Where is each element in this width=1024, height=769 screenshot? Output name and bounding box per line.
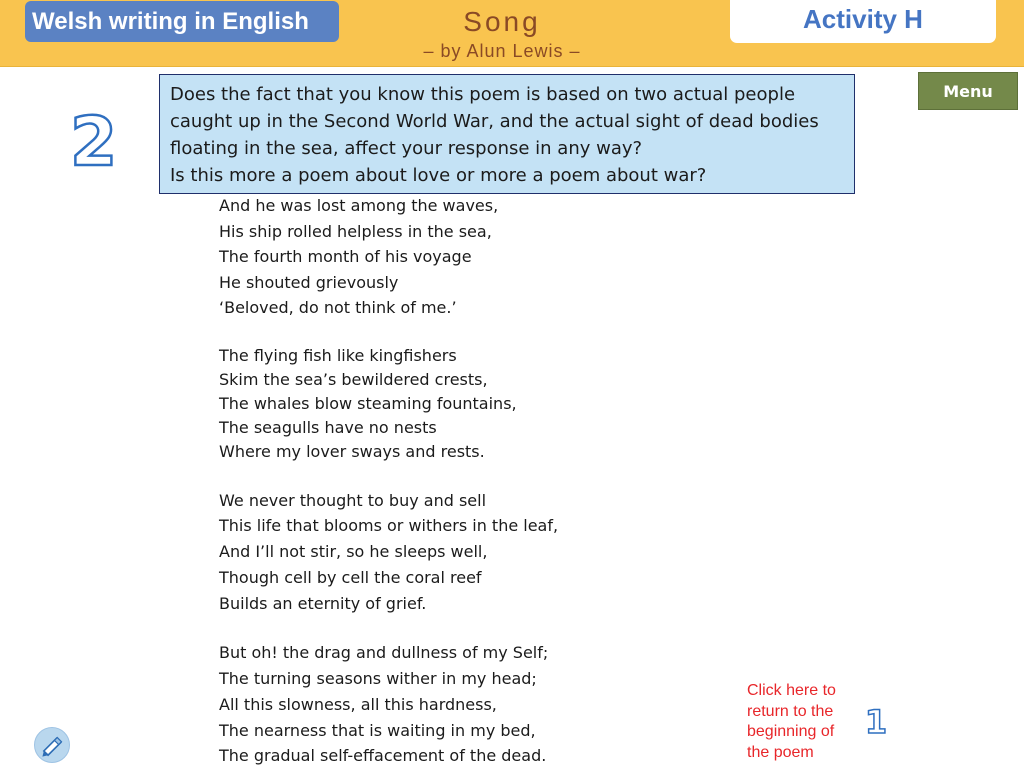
question-line: Does the fact that you know this poem is based on two actual people — [170, 84, 796, 105]
question-line: floating in the sea, affect your response in any way? — [170, 138, 643, 159]
activity-label: Activity H — [730, 0, 996, 43]
poem-line: Where my lover sways and rests. — [219, 441, 485, 461]
poem-stanza — [219, 640, 739, 769]
pencil-button[interactable] — [34, 727, 70, 763]
poem-line: But oh! the drag and dullness of my Self; — [219, 643, 549, 663]
poem-stanza — [219, 344, 739, 464]
poem-line: The turning seasons wither in my head; — [219, 669, 537, 688]
poem-line: All this slowness, all this hardness, — [219, 694, 497, 714]
poem-line: The whales blow steaming fountains, — [219, 393, 517, 413]
poem-line: The flying fish like kingfishers — [219, 345, 457, 365]
return-link-line: the poem — [747, 744, 814, 762]
question-line: caught up in the Second World War, and the actual sight of dead bodies — [170, 111, 819, 132]
poem-stanza — [219, 488, 739, 617]
poem-line: Though cell by cell the coral reef — [219, 567, 482, 587]
pencil-icon — [35, 728, 71, 764]
question-box — [159, 74, 855, 194]
page-title: Song — [463, 6, 541, 37]
poem-line: And I’ll not stir, so he sleeps well, — [219, 542, 488, 561]
poem-line: His ship rolled helpless in the sea, — [219, 221, 492, 241]
question-line: Is this more a poem about love or more a poem about war? — [170, 165, 707, 186]
return-to-start-link[interactable] — [747, 681, 862, 764]
return-link-line: beginning of — [747, 723, 835, 741]
poem-line: He shouted grievously — [219, 272, 399, 292]
poem-line: The fourth month of his voyage — [219, 247, 472, 266]
poem-line: ‘Beloved, do not think of me.’ — [219, 298, 457, 317]
return-link-line: return to the — [747, 702, 834, 720]
return-link-line: Click here to — [747, 682, 836, 699]
poem-line: The seagulls have no nests — [219, 417, 437, 437]
poem-line: Builds an eternity of grief. — [219, 593, 427, 613]
poem-line: We never thought to buy and sell — [219, 490, 487, 510]
page-number-badge: 2 — [70, 103, 118, 182]
poem-line: This life that blooms or withers in the leaf, — [219, 516, 559, 536]
poem-stanza — [219, 193, 739, 321]
poem-line: The nearness that is waiting in my bed, — [219, 720, 536, 740]
poem-line: The gradual self-effacement of the dead. — [219, 746, 547, 766]
series-badge: Welsh writing in English — [25, 1, 339, 42]
poem-line: Skim the sea’s bewildered crests, — [219, 369, 488, 389]
menu-button[interactable]: Menu — [918, 72, 1018, 110]
return-page-one-button[interactable]: 1 — [864, 703, 888, 741]
poem-text — [219, 193, 739, 769]
poem-line: And he was lost among the waves, — [219, 196, 499, 215]
page-subtitle: – by Alun Lewis – — [423, 41, 581, 61]
